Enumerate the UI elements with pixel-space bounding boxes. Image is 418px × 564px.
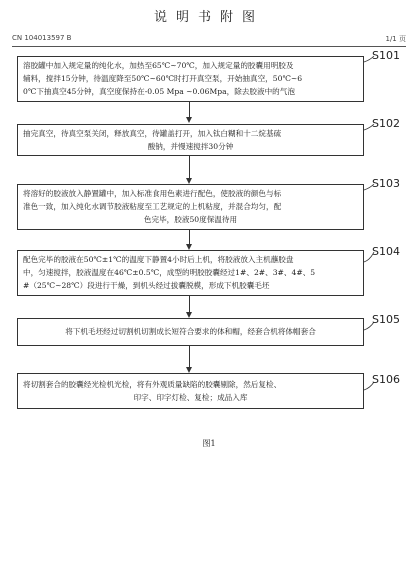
step-line: 溶胶罐中加入规定量的纯化水，加热至65℃~70℃，加入规定量的胶囊用明胶及 xyxy=(23,61,294,70)
step-line: 色完毕，胶液50度保温待用 xyxy=(143,215,238,224)
step-box-s103 xyxy=(17,184,364,230)
page-title: 说明书附图 xyxy=(153,10,264,25)
step-label-s101: S101 xyxy=(372,49,400,62)
step-box-s104 xyxy=(17,250,364,296)
step-line: 将切割套合的胶囊经光检机光检，将有外观质量缺陷的胶囊剔除，然后复检、 xyxy=(23,380,282,389)
step-label-s104: S104 xyxy=(372,245,400,258)
flow-arrow xyxy=(189,102,190,118)
step-line: 中，匀速搅拌，胶液温度在46℃±0.5℃，成型的明胶胶囊经过1#、2#、3#、4#、5 xyxy=(23,268,316,277)
step-line: 准色一致，加入纯化水调节胶液粘度至工艺规定的上机粘度，并混合均匀，配 xyxy=(23,202,282,211)
step-label-s103: S103 xyxy=(372,177,400,190)
step-line: 印字、印字灯检、复检；成品入库 xyxy=(133,393,248,402)
step-line: 抽完真空，待真空泵关闭，释放真空，待罐盖打开，加入钛白糊和十二烷基硫 xyxy=(23,129,282,138)
step-line: #（25℃~28℃）段进行干燥，到机头经过拔囊脱模，形成下机胶囊毛坯 xyxy=(23,281,270,290)
figure-caption: 图1 xyxy=(202,439,216,448)
step-line: 配色完毕的胶液在50℃±1℃的温度下静置4小时后上机，将胶液放入主机蘸胶盘 xyxy=(23,255,294,264)
step-box-s106 xyxy=(17,373,364,409)
patent-number: CN 104013597 B xyxy=(12,34,72,42)
flow-arrow xyxy=(189,230,190,245)
flow-arrow xyxy=(189,346,190,368)
step-line: 酸钠，并慢速搅拌30分钟 xyxy=(147,142,234,151)
arrow-head-icon xyxy=(186,117,192,123)
step-box-s105 xyxy=(17,318,364,346)
flow-arrow xyxy=(189,296,190,313)
step-label-s105: S105 xyxy=(372,313,400,326)
step-line: 将溶好的胶液放入静置罐中，加入标准食用色素进行配色，使胶液的颜色与标 xyxy=(23,189,282,198)
step-label-s106: S106 xyxy=(372,373,400,386)
step-line: 将下机毛坯经过切割机切割成长短符合要求的体和帽，经套合机将体帽套合 xyxy=(65,327,316,336)
step-box-s101 xyxy=(17,56,364,102)
step-line: 辅料，搅拌15分钟，待温度降至50℃~60℃时打开真空泵，开始抽真空，50℃~6 xyxy=(23,74,303,83)
step-box-s102 xyxy=(17,124,364,156)
page-number: 1/1 页 xyxy=(385,35,406,43)
step-line: 0℃下抽真空45分钟，真空度保持在-0.05 Mpa ~0.06Mpa，除去胶液中的气泡 xyxy=(23,87,295,96)
step-label-s102: S102 xyxy=(372,117,400,130)
flow-arrow xyxy=(189,156,190,179)
